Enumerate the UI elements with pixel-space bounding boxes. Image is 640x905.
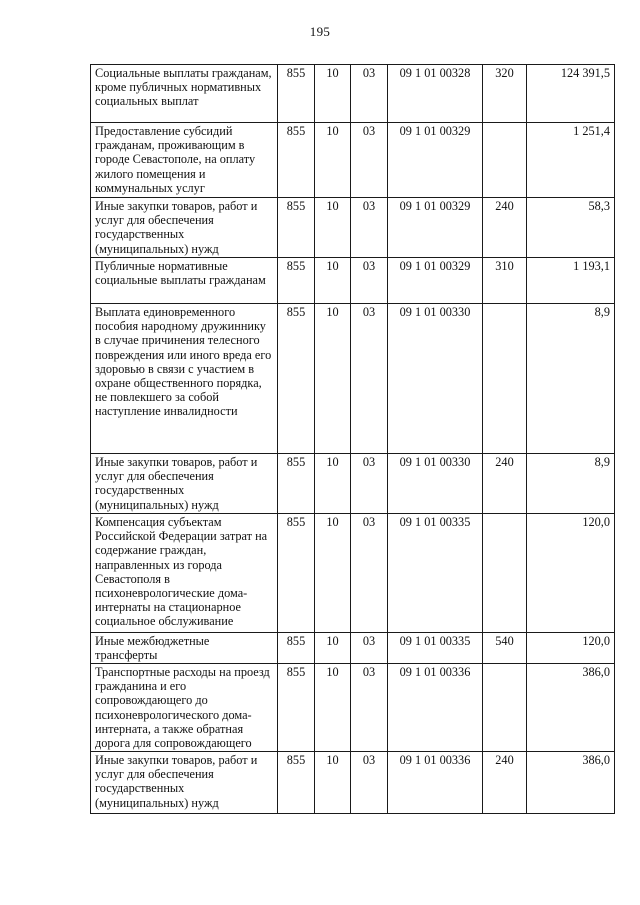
row-target-article: 09 1 01 00335 [388, 514, 483, 633]
row-expense-type [483, 304, 527, 454]
row-grbs: 855 [278, 514, 315, 633]
row-expense-type: 320 [483, 65, 527, 123]
row-subsection: 03 [351, 198, 388, 258]
row-amount: 8,9 [527, 304, 615, 454]
row-subsection: 03 [351, 514, 388, 633]
table-row [91, 514, 615, 633]
table-row [91, 664, 615, 752]
row-subsection: 03 [351, 454, 388, 514]
row-subsection: 03 [351, 258, 388, 304]
row-name: Предоставление субсидий гражданам, проживающим в городе Севастополе, на оплату жилого помещения и коммунальных услуг [91, 123, 278, 198]
row-section: 10 [315, 258, 351, 304]
row-amount: 386,0 [527, 752, 615, 814]
row-subsection: 03 [351, 304, 388, 454]
row-target-article: 09 1 01 00328 [388, 65, 483, 123]
row-target-article: 09 1 01 00330 [388, 304, 483, 454]
row-target-article: 09 1 01 00329 [388, 123, 483, 198]
row-section: 10 [315, 65, 351, 123]
row-target-article: 09 1 01 00330 [388, 454, 483, 514]
table-row [91, 65, 615, 123]
table-row [91, 633, 615, 664]
row-amount: 120,0 [527, 633, 615, 664]
row-amount: 124 391,5 [527, 65, 615, 123]
row-grbs: 855 [278, 198, 315, 258]
row-grbs: 855 [278, 258, 315, 304]
row-name: Иные закупки товаров, работ и услуг для обеспечения государственных (муниципальных) нужд [91, 454, 278, 514]
row-subsection: 03 [351, 65, 388, 123]
table-row [91, 304, 615, 454]
row-amount: 1 193,1 [527, 258, 615, 304]
row-name: Публичные нормативные социальные выплаты гражданам [91, 258, 278, 304]
row-grbs: 855 [278, 633, 315, 664]
row-section: 10 [315, 514, 351, 633]
row-grbs: 855 [278, 65, 315, 123]
row-subsection: 03 [351, 664, 388, 752]
row-target-article: 09 1 01 00336 [388, 752, 483, 814]
row-name: Иные закупки товаров, работ и услуг для обеспечения государственных (муниципальных) нужд [91, 198, 278, 258]
row-name: Транспортные расходы на проезд гражданина и его сопровождающего до психоневрологического дома-интерната, а также обратная дорога для сопровождающего [91, 664, 278, 752]
row-grbs: 855 [278, 752, 315, 814]
row-subsection: 03 [351, 123, 388, 198]
row-expense-type [483, 664, 527, 752]
row-expense-type: 240 [483, 454, 527, 514]
row-amount: 386,0 [527, 664, 615, 752]
row-name: Иные межбюджетные трансферты [91, 633, 278, 664]
table-row [91, 258, 615, 304]
row-grbs: 855 [278, 304, 315, 454]
row-expense-type: 240 [483, 198, 527, 258]
row-amount: 120,0 [527, 514, 615, 633]
row-target-article: 09 1 01 00335 [388, 633, 483, 664]
row-amount: 8,9 [527, 454, 615, 514]
row-name: Компенсация субъектам Российской Федерации затрат на содержание граждан, направленных из города Севастополя в психоневрологические дома-интернаты на стационарное социальное обслуживание [91, 514, 278, 633]
row-section: 10 [315, 752, 351, 814]
table-row [91, 752, 615, 814]
row-grbs: 855 [278, 664, 315, 752]
row-expense-type [483, 514, 527, 633]
row-name: Социальные выплаты гражданам, кроме публичных нормативных социальных выплат [91, 65, 278, 123]
row-expense-type: 540 [483, 633, 527, 664]
row-name: Иные закупки товаров, работ и услуг для обеспечения государственных (муниципальных) нужд [91, 752, 278, 814]
row-subsection: 03 [351, 752, 388, 814]
row-grbs: 855 [278, 123, 315, 198]
row-section: 10 [315, 198, 351, 258]
page-number: 195 [309, 24, 331, 39]
row-section: 10 [315, 123, 351, 198]
row-target-article: 09 1 01 00329 [388, 198, 483, 258]
row-section: 10 [315, 664, 351, 752]
row-subsection: 03 [351, 633, 388, 664]
row-amount: 1 251,4 [527, 123, 615, 198]
row-expense-type [483, 123, 527, 198]
row-amount: 58,3 [527, 198, 615, 258]
row-expense-type: 310 [483, 258, 527, 304]
row-target-article: 09 1 01 00336 [388, 664, 483, 752]
row-section: 10 [315, 633, 351, 664]
table-row [91, 123, 615, 198]
table-row [91, 198, 615, 258]
budget-table [90, 64, 615, 814]
row-grbs: 855 [278, 454, 315, 514]
row-section: 10 [315, 454, 351, 514]
row-name: Выплата единовременного пособия народному дружиннику в случае причинения телесного повреждения или иного вреда его здоровью в связи с участием в охране общественного порядка, не повлекшего за собой наступление инвалидности [91, 304, 278, 454]
row-section: 10 [315, 304, 351, 454]
row-target-article: 09 1 01 00329 [388, 258, 483, 304]
table-row [91, 454, 615, 514]
row-expense-type: 240 [483, 752, 527, 814]
